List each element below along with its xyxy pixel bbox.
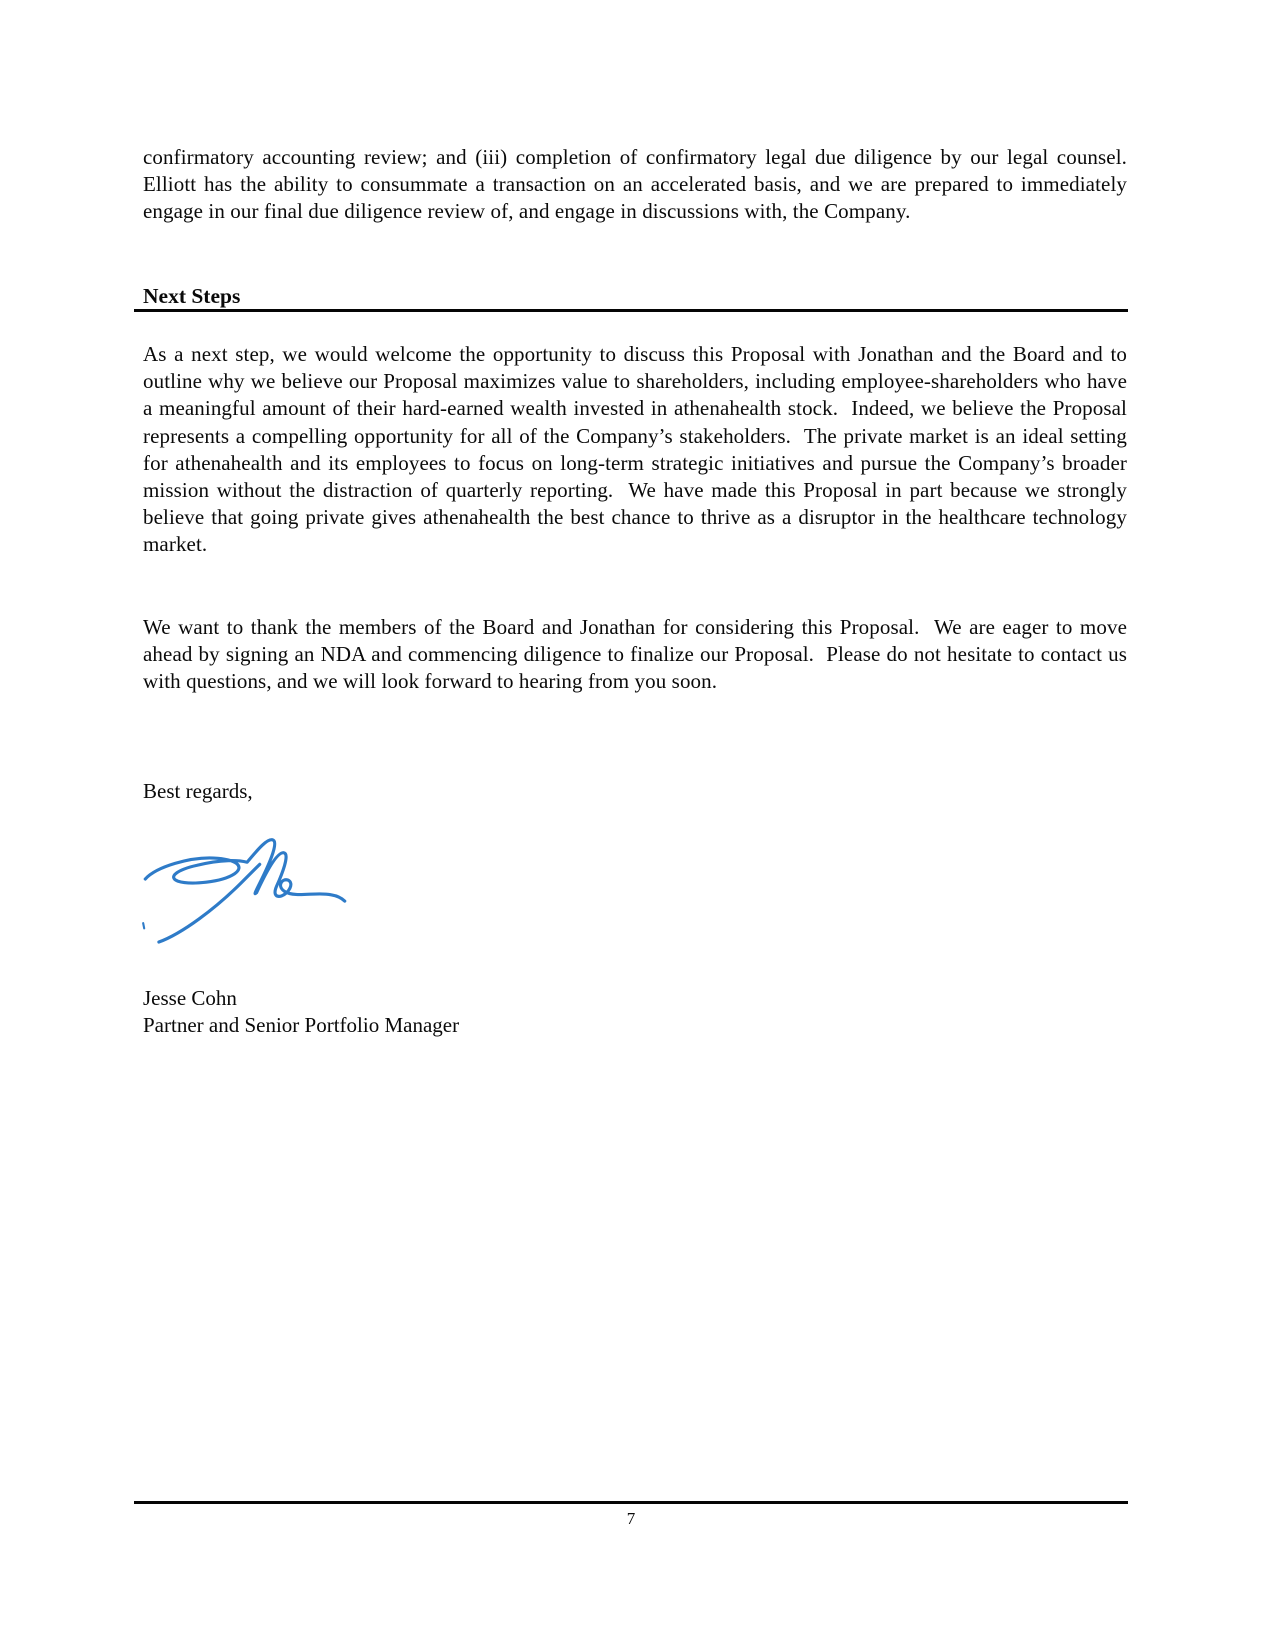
page-number: 7 [626, 1509, 636, 1528]
paragraph-next-step: As a next step, we would welcome the opportunity to discuss this Proposal with Jonathan and the Board and to outline why we believe our Proposal maximizes value to shareholders, including employee-shareholders who have a meaningful amount of their hard-earned wealth invested in athenahealth stock. Indeed, we believe the Proposal represents a compelling opportunity for all of the Company’s stakeholders. The private market is an ideal setting for athenahealth and its employees to focus on long-term strategic initiatives and pursue the Company’s broader mission without the distraction of quarterly reporting. We have made this Proposal in part because we strongly believe that going private gives athenahealth the best chance to thrive as a disruptor in the healthcare technology market. [143, 342, 1133, 557]
paragraph-continued-diligence: confirmatory accounting review; and (iii) completion of confirmatory legal due diligence by our legal counsel. Elliott has the ability to consummate a transaction on an accelerated basis, and we are prepared to immediately engage in our final due diligence review of, and engage in discussions with, the Company. [143, 145, 1138, 224]
footer-rule [134, 1501, 1128, 1504]
signatory-title: Partner and Senior Portfolio Manager [143, 1013, 460, 1038]
signature-ink-icon [140, 828, 350, 950]
signatory-name: Jesse Cohn [143, 986, 237, 1010]
closing-salutation: Best regards, [143, 779, 253, 803]
heading-underline-rule [134, 309, 1128, 312]
section-heading-next-steps: Next Steps [143, 284, 241, 308]
handwritten-signature [140, 828, 350, 950]
paragraph-thank-you: We want to thank the members of the Board and Jonathan for considering this Proposal. We are eager to move ahead by signing an NDA and commencing diligence to finalize our Proposal. Please do not hesitate to contact us with questions, and we will look forward to hearing from you soon. [143, 615, 1133, 694]
